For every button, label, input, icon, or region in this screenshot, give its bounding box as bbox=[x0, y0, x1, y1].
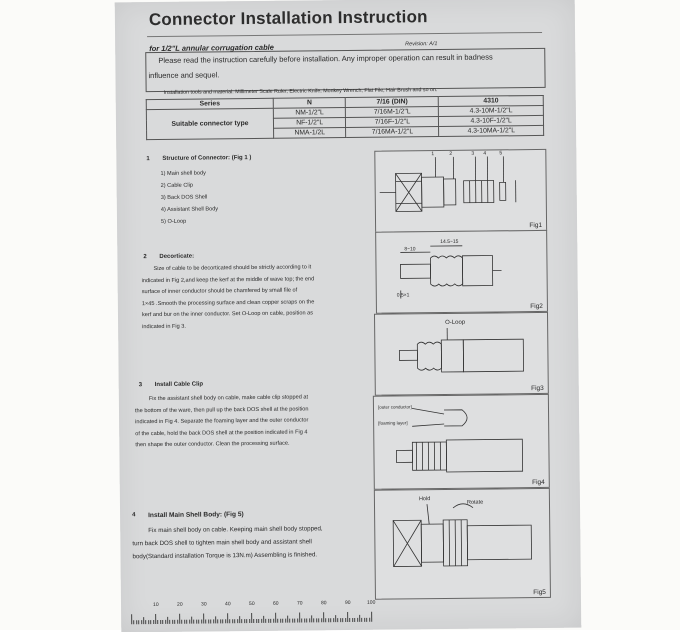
text-line: turn back DOS shell to tighten main shell body and assistant shell bbox=[132, 535, 323, 550]
ruler-tick bbox=[292, 619, 293, 623]
callout-hold: Hold bbox=[419, 496, 430, 502]
callout-5: 5 bbox=[499, 150, 502, 156]
table-cell: 4.3-10MA-1/2"L bbox=[439, 125, 544, 136]
ruler-tick bbox=[290, 619, 291, 623]
ruler-tick bbox=[354, 618, 355, 622]
table-cell: 7/16F-1/2"L bbox=[346, 117, 439, 128]
ruler-tick bbox=[328, 618, 329, 622]
ruler-tick bbox=[182, 620, 183, 624]
ruler-tick bbox=[189, 620, 190, 624]
ruler-tick bbox=[208, 619, 209, 623]
ruler-tick bbox=[170, 620, 171, 624]
callout-o-loop: O-Loop bbox=[445, 320, 465, 326]
ruler-tick bbox=[345, 618, 346, 622]
text-line: Fix the assistant shell body on cable, make cable clip stopped at bbox=[135, 392, 309, 405]
ruler-tick bbox=[364, 618, 365, 622]
ruler-tick bbox=[155, 614, 156, 624]
ruler-tick bbox=[297, 619, 298, 623]
ruler-number: 60 bbox=[273, 601, 279, 607]
ruler-tick bbox=[162, 620, 163, 624]
section-2-text bbox=[141, 262, 314, 333]
notice-box bbox=[145, 48, 545, 92]
connector-structure-drawing bbox=[375, 150, 546, 232]
ruler-tick bbox=[213, 619, 214, 623]
decorticate-drawing bbox=[376, 231, 547, 313]
ruler-tick bbox=[165, 620, 166, 624]
section-3-heading: Install Cable Clip bbox=[155, 382, 203, 389]
section-3-number: 3 bbox=[139, 382, 142, 388]
ruler-tick bbox=[148, 620, 149, 624]
callout-1: 1 bbox=[431, 151, 434, 157]
ruler-tick bbox=[184, 620, 185, 624]
table-cell: NMA-1/2L bbox=[274, 128, 346, 139]
ruler-tick bbox=[218, 619, 219, 623]
table-cell: 4.3-10F-1/2"L bbox=[439, 115, 544, 126]
table-cell: 7/16M-1/2"L bbox=[346, 107, 439, 118]
list-item: 2) Cable Clip bbox=[161, 179, 218, 192]
ruler-tick bbox=[263, 616, 264, 623]
list-item: 3) Back DOS Shell bbox=[161, 191, 218, 204]
ruler-tick bbox=[323, 612, 324, 622]
ruler-tick bbox=[352, 618, 353, 622]
type-header: Suitable connector type bbox=[146, 108, 273, 139]
ruler-tick bbox=[246, 619, 247, 623]
ruler-tick bbox=[196, 620, 197, 624]
ruler-tick bbox=[194, 620, 195, 624]
ruler-tick bbox=[215, 616, 216, 623]
text-line: then shape the outer conductor. Clean the processing surface. bbox=[135, 438, 309, 451]
ruler-tick bbox=[244, 619, 245, 623]
ruler-tick bbox=[273, 619, 274, 623]
ruler-tick bbox=[306, 618, 307, 622]
table-cell: NF-1/2"L bbox=[273, 118, 345, 129]
text-line: of the cable, hold the back DOS shell at the position indicated in Fig 4 bbox=[135, 427, 309, 440]
ruler-tick bbox=[256, 619, 257, 623]
ruler-tick bbox=[150, 620, 151, 624]
column-header: N bbox=[273, 98, 345, 109]
ruler-tick bbox=[239, 616, 240, 623]
ruler-tick bbox=[237, 619, 238, 623]
title-divider bbox=[147, 32, 542, 37]
figure-2-label: Fig2 bbox=[530, 303, 543, 310]
ruler-tick bbox=[234, 619, 235, 623]
ruler-tick bbox=[227, 613, 228, 623]
main-shell-drawing bbox=[375, 489, 550, 599]
ruler-tick bbox=[268, 619, 269, 623]
ruler-tick bbox=[350, 618, 351, 622]
callout-rotate: Rotate bbox=[467, 500, 483, 506]
text-line: body(Standard installation Torque is 13N.m) Assembling is finished. bbox=[132, 548, 323, 563]
structure-list bbox=[160, 167, 218, 228]
ruler-tick bbox=[232, 619, 233, 623]
column-header: 7/16 (DIN) bbox=[346, 97, 439, 108]
instruction-sheet bbox=[115, 0, 582, 632]
ruler-number: 30 bbox=[201, 601, 207, 607]
ruler-tick bbox=[311, 615, 312, 622]
ruler-tick bbox=[270, 619, 271, 623]
ruler-tick bbox=[249, 619, 250, 623]
text-line: indicated in Fig 4. Separate the foaming layer and the outer conductor bbox=[135, 415, 309, 428]
text-line: kerf and bur on the inner conductor. Set O-Loop on cable, position as bbox=[142, 308, 315, 321]
ruler-tick bbox=[143, 617, 144, 624]
ruler-tick bbox=[302, 618, 303, 622]
notice-line-2: influence and sequel. bbox=[148, 70, 219, 80]
notice-line-1: Please read the instruction carefully before installation. Any improper operation can result in badness bbox=[158, 52, 492, 65]
callout-outer-conductor: [outer conductor] bbox=[378, 404, 412, 409]
ruler-tick bbox=[198, 620, 199, 624]
subtitle: for 1/2"L annular corrugation cable bbox=[149, 43, 274, 53]
ruler-tick bbox=[366, 618, 367, 622]
section-4-number: 4 bbox=[132, 512, 135, 518]
list-item: 4) Assistant Shell Body bbox=[161, 203, 218, 216]
text-line: Fix main shell body on cable. Keeping main shell body stopped, bbox=[132, 522, 323, 537]
callout-2: 2 bbox=[449, 151, 452, 157]
ruler-number: 90 bbox=[345, 600, 351, 606]
list-item: 5) O-Loop bbox=[161, 215, 218, 228]
text-line: indicated in Fig 2,and keep the kerf at the middle of wave top; the end bbox=[142, 274, 315, 287]
ruler-tick bbox=[304, 618, 305, 622]
callout-4: 4 bbox=[483, 151, 486, 157]
figure-5-label: Fig5 bbox=[533, 589, 546, 596]
ruler-tick bbox=[282, 619, 283, 623]
ruler-tick bbox=[280, 619, 281, 623]
series-header: Series bbox=[146, 98, 273, 109]
text-line: Size of cable to be decorticated should be strictly according to it bbox=[141, 262, 314, 275]
ruler-tick bbox=[357, 618, 358, 622]
ruler-tick bbox=[299, 613, 300, 623]
ruler-tick bbox=[318, 618, 319, 622]
ruler-tick bbox=[309, 618, 310, 622]
ruler-tick bbox=[362, 618, 363, 622]
ruler-tick bbox=[347, 612, 348, 622]
text-line: the bottom of the ware, then pull up the back DOS shell at the position bbox=[135, 404, 309, 417]
ruler-tick bbox=[136, 620, 137, 624]
ruler-tick bbox=[251, 613, 252, 623]
ruler-tick bbox=[230, 619, 231, 623]
ruler-tick bbox=[338, 618, 339, 622]
figure-5 bbox=[374, 488, 551, 600]
revision-label: Revision: A/1 bbox=[405, 41, 437, 47]
ruler-tick bbox=[203, 614, 204, 624]
ruler-tick bbox=[153, 620, 154, 624]
ruler-tick bbox=[146, 620, 147, 624]
ruler-tick bbox=[206, 619, 207, 623]
section-1-number: 1 bbox=[146, 156, 149, 162]
ruler-number: 70 bbox=[297, 600, 303, 606]
dimension-label: 0.5×1 bbox=[397, 292, 410, 298]
table-cell: 7/16MA-1/2"L bbox=[346, 127, 439, 138]
section-1-heading: Structure of Connector: (Fig 1 ) bbox=[162, 155, 251, 162]
ruler-tick bbox=[167, 617, 168, 624]
column-header: 4310 bbox=[439, 95, 544, 106]
list-item: 1) Main shell body bbox=[160, 167, 217, 180]
callout-3: 3 bbox=[471, 151, 474, 157]
ruler-tick bbox=[179, 614, 180, 624]
ruler-tick bbox=[141, 620, 142, 624]
section-2-number: 2 bbox=[143, 254, 146, 260]
ruler-tick bbox=[258, 619, 259, 623]
table-cell: NM-1/2"L bbox=[273, 108, 345, 119]
ruler-tick bbox=[160, 620, 161, 624]
ruler-number: 40 bbox=[225, 601, 231, 607]
ruler-tick bbox=[131, 614, 132, 624]
figure-1-label: Fig1 bbox=[529, 222, 542, 229]
ruler-tick bbox=[134, 620, 135, 624]
ruler-tick bbox=[326, 618, 327, 622]
ruler-tick bbox=[222, 619, 223, 623]
ruler-tick bbox=[261, 619, 262, 623]
page-title: Connector Installation Instruction bbox=[149, 7, 428, 30]
ruler-tick bbox=[138, 620, 139, 624]
ruler-number: 50 bbox=[249, 601, 255, 607]
figure-3-label: Fig3 bbox=[531, 385, 544, 392]
ruler-tick bbox=[186, 620, 187, 624]
millimeter-ruler bbox=[131, 600, 371, 625]
text-line: indicated in Fig 3. bbox=[142, 320, 315, 333]
dimension-label: 14.5~15 bbox=[440, 239, 458, 245]
ruler-tick bbox=[330, 618, 331, 622]
ruler-tick bbox=[359, 615, 360, 622]
ruler-tick bbox=[287, 616, 288, 623]
ruler-tick bbox=[278, 619, 279, 623]
ruler-number: 20 bbox=[177, 602, 183, 608]
ruler-tick bbox=[285, 619, 286, 623]
section-3-text bbox=[135, 392, 309, 451]
ruler-tick bbox=[177, 620, 178, 624]
ruler-tick bbox=[220, 619, 221, 623]
ruler-tick bbox=[210, 619, 211, 623]
ruler-tick bbox=[333, 618, 334, 622]
ruler-number: 10 bbox=[153, 602, 159, 608]
ruler-tick bbox=[242, 619, 243, 623]
ruler-number: 100 bbox=[367, 600, 375, 606]
ruler-tick bbox=[294, 619, 295, 623]
ruler-tick bbox=[342, 618, 343, 622]
figure-4-label: Fig4 bbox=[532, 479, 545, 486]
ruler-tick bbox=[201, 620, 202, 624]
ruler-tick bbox=[275, 613, 276, 623]
section-4-text bbox=[132, 522, 323, 563]
ruler-tick bbox=[254, 619, 255, 623]
ruler-tick bbox=[225, 619, 226, 623]
ruler-tick bbox=[340, 618, 341, 622]
ruler-tick bbox=[172, 620, 173, 624]
figure-1 bbox=[374, 149, 547, 233]
ruler-tick bbox=[266, 619, 267, 623]
figure-3 bbox=[374, 312, 549, 396]
ruler-tick bbox=[191, 617, 192, 624]
ruler-tick bbox=[369, 618, 370, 622]
dimension-label: 8~10 bbox=[404, 246, 415, 252]
figure-2 bbox=[375, 230, 548, 314]
section-2-heading: Decorticate: bbox=[159, 254, 194, 260]
text-line: surface of inner conductor should be chamfered by small file of bbox=[142, 285, 315, 298]
ruler-tick bbox=[158, 620, 159, 624]
text-line: 1×45 .Smooth the processing surface and clean copper scraps on the bbox=[142, 297, 315, 310]
ruler-tick bbox=[314, 618, 315, 622]
tools-line: Installation tools and material: Millimeter Scale Ruler, Electric Knife, Monkey Wrench, Flat File, Hair Brush and so on. bbox=[164, 87, 438, 96]
table-cell: 4.3-10M-1/2"L bbox=[439, 105, 544, 116]
ruler-tick bbox=[316, 618, 317, 622]
ruler-tick bbox=[335, 615, 336, 622]
callout-foaming-layer: [foaming layer] bbox=[378, 420, 408, 425]
spec-table bbox=[146, 95, 544, 140]
section-4-heading: Install Main Shell Body: (Fig 5) bbox=[148, 511, 244, 519]
ruler-tick bbox=[371, 612, 372, 622]
ruler-number: 80 bbox=[321, 600, 327, 606]
ruler-tick bbox=[321, 618, 322, 622]
ruler-tick bbox=[174, 620, 175, 624]
figure-4 bbox=[373, 394, 550, 490]
